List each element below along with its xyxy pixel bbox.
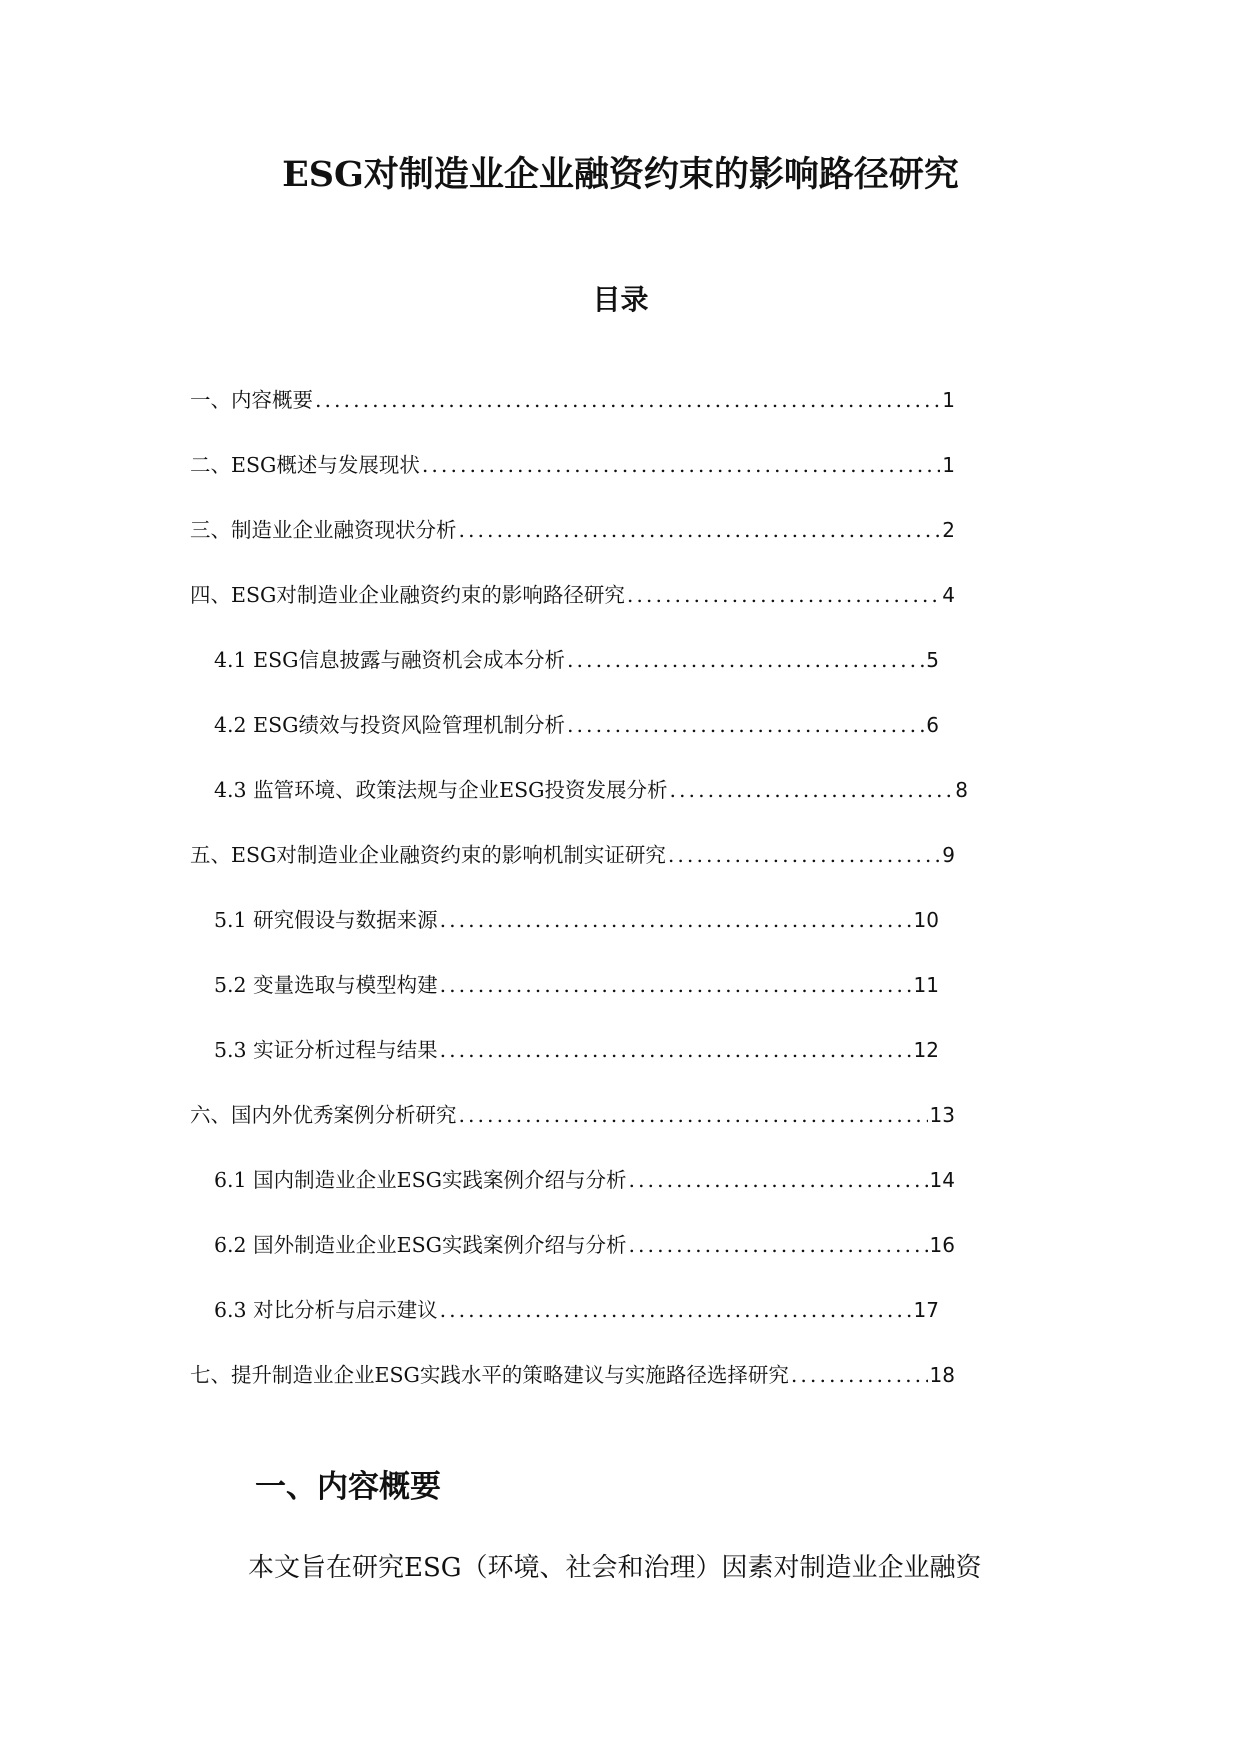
toc-entry-title: 6.2 国外制造业企业ESG实践案例介绍与分析 [214,1233,627,1257]
toc-dot-leader [627,580,940,610]
toc-entry-title: 6.3 对比分析与启示建议 [214,1298,438,1322]
toc-entry-title: 5.1 研究假设与数据来源 [214,908,438,932]
toc-entry-title: 六、国内外优秀案例分析研究 [190,1103,457,1127]
toc-dot-leader [629,1230,928,1260]
toc-entry[interactable] [0,580,955,645]
toc-dot-leader [422,450,940,480]
toc-dot-leader [459,1100,928,1130]
toc-entry[interactable] [0,1360,955,1425]
toc-page-number: 6 [926,713,939,737]
toc-dot-leader [567,645,924,675]
toc-page-number: 11 [913,973,939,997]
toc-entry[interactable] [0,1035,939,1100]
toc-entry[interactable] [0,1100,955,1165]
toc-dot-leader [629,1165,928,1195]
toc-page-number: 1 [942,453,955,477]
toc-dot-leader [315,385,940,415]
table-of-contents [0,385,1241,1425]
toc-entry-title: 七、提升制造业企业ESG实践水平的策略建议与实施路径选择研究 [190,1363,789,1387]
toc-page-number: 1 [942,388,955,412]
toc-entry[interactable] [0,1165,955,1230]
toc-dot-leader [440,970,912,1000]
toc-entry-title: 三、制造业企业融资现状分析 [190,518,457,542]
toc-entry[interactable] [0,385,955,450]
toc-entry-title: 一、内容概要 [190,388,313,412]
toc-entry[interactable] [0,1230,955,1295]
toc-entry[interactable] [0,775,968,840]
toc-entry-title: 6.1 国内制造业企业ESG实践案例介绍与分析 [214,1168,627,1192]
toc-entry-title: 4.1 ESG信息披露与融资机会成本分析 [214,648,566,672]
toc-entry-title: 二、ESG概述与发展现状 [190,453,420,477]
toc-page-number: 5 [926,648,939,672]
document-title: ESG对制造业企业融资约束的影响路径研究 [282,154,959,195]
toc-entry[interactable] [0,970,939,1035]
section-heading: 一、内容概要 [255,1469,441,1505]
toc-page-number: 13 [929,1103,955,1127]
toc-page-number: 14 [929,1168,955,1192]
toc-page-number: 17 [913,1298,939,1322]
toc-entry-title: 四、ESG对制造业企业融资约束的影响路径研究 [190,583,625,607]
toc-dot-leader [668,840,940,870]
toc-page-number: 12 [913,1038,939,1062]
toc-entry[interactable] [0,1295,939,1360]
toc-entry[interactable] [0,645,939,710]
toc-dot-leader [791,1360,928,1390]
toc-page-number: 18 [929,1363,955,1387]
toc-dot-leader [567,710,924,740]
toc-dot-leader [670,775,954,805]
toc-entry[interactable] [0,905,939,970]
toc-page-number: 2 [942,518,955,542]
toc-entry[interactable] [0,840,955,905]
toc-entry-title: 五、ESG对制造业企业融资约束的影响机制实证研究 [190,843,666,867]
toc-page-number: 9 [942,843,955,867]
toc-dot-leader [440,1295,912,1325]
toc-entry-title: 4.2 ESG绩效与投资风险管理机制分析 [214,713,566,737]
toc-dot-leader [459,515,941,545]
toc-page-number: 8 [955,778,968,802]
toc-entry[interactable] [0,710,939,775]
body-paragraph: 本文旨在研究ESG（环境、社会和治理）因素对制造业企业融资 [248,1553,982,1583]
toc-entry[interactable] [0,450,955,515]
toc-page-number: 16 [929,1233,955,1257]
toc-page-number: 10 [913,908,939,932]
toc-dot-leader [440,1035,912,1065]
toc-entry-title: 5.2 变量选取与模型构建 [214,973,438,997]
toc-heading: 目录 [592,283,649,316]
toc-entry-title: 5.3 实证分析过程与结果 [214,1038,438,1062]
toc-entry[interactable] [0,515,955,580]
toc-entry-title: 4.3 监管环境、政策法规与企业ESG投资发展分析 [214,778,668,802]
toc-dot-leader [440,905,912,935]
toc-page-number: 4 [942,583,955,607]
